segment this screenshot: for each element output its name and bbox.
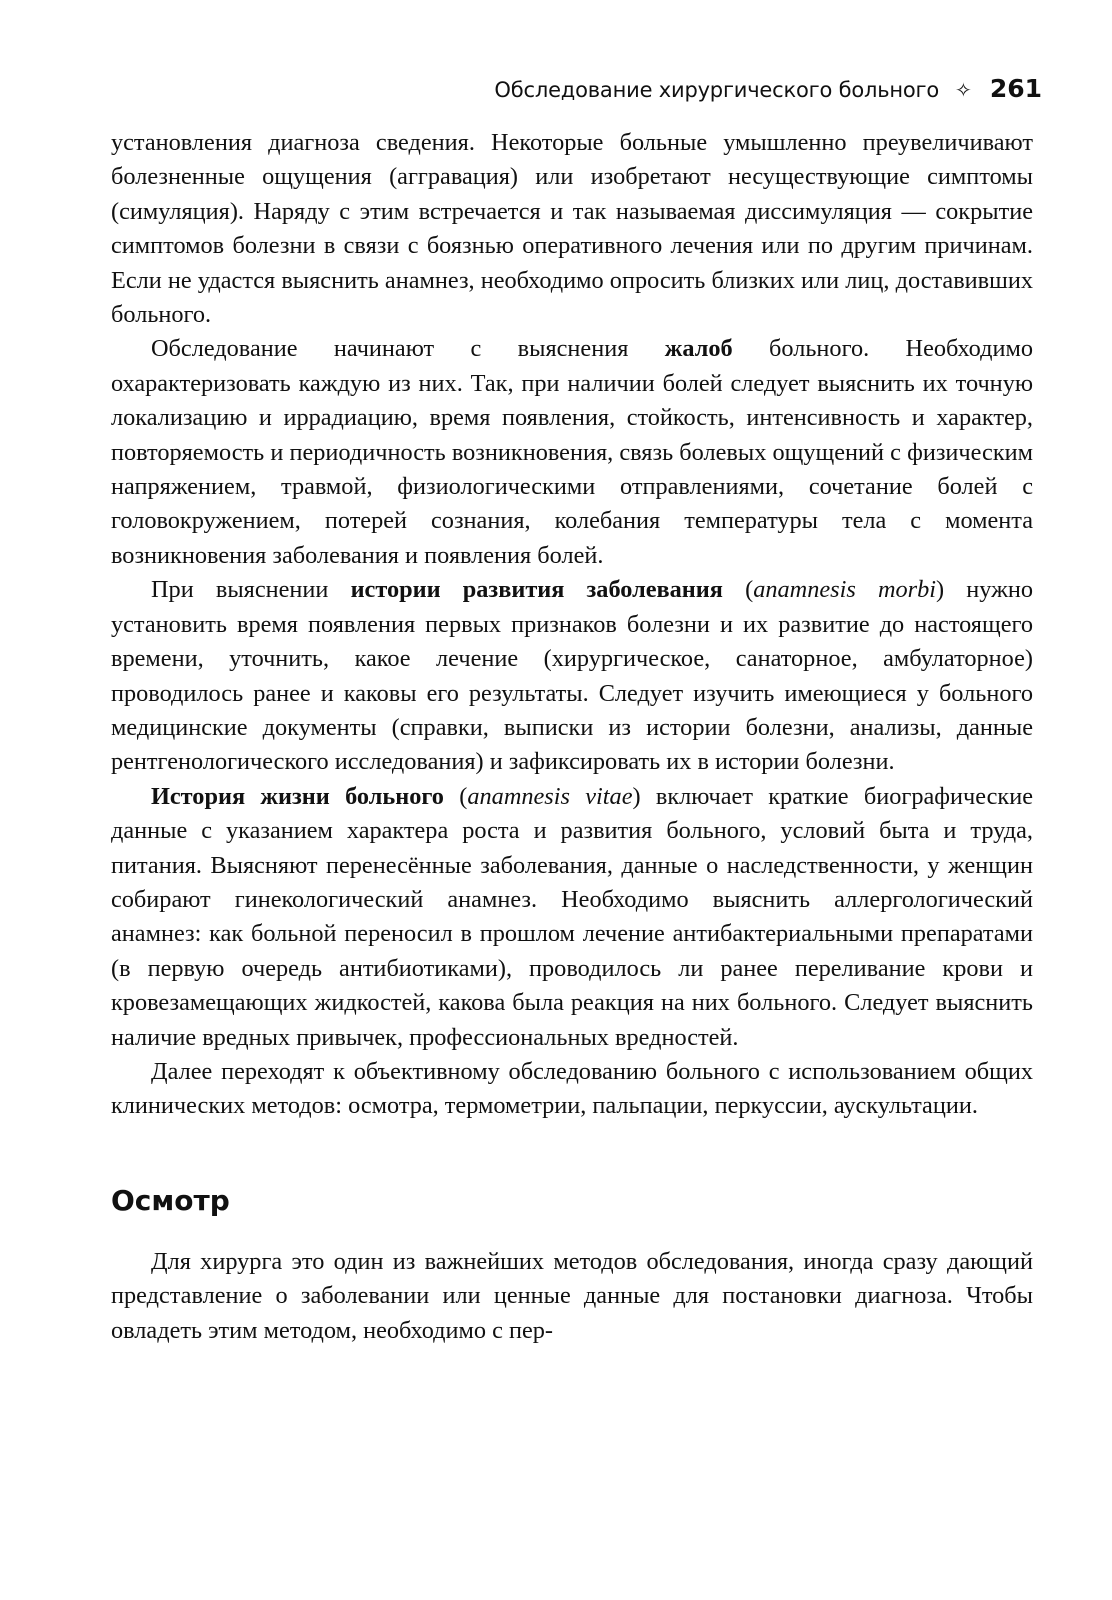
term-disease-history: истории развития заболевания <box>350 576 723 604</box>
text-run: ) нужно установить время появления первых признаков болезни и их развитие до настоящего времени, уточнить, какое лечение (хирургическое, санаторное, амбулаторное) проводилось ранее и каковы его результаты. Следует изучить имеющиеся у больного медицинские документы (справки, выписки из истории болезни, анализы, данные рентгенологического исследования) и зафиксировать их в истории болезни. <box>111 576 1034 776</box>
paragraph-anamnesis-vitae <box>111 780 1033 1055</box>
term-life-history: История жизни больного <box>151 782 444 810</box>
text-run: ( <box>722 576 754 604</box>
latin-term: anamnesis vitae <box>467 782 633 810</box>
text-run: При выяснении <box>151 576 351 604</box>
running-head <box>494 74 1042 103</box>
paragraph-anamnesis-morbi <box>111 573 1033 779</box>
section-heading: Осмотр <box>111 1184 230 1217</box>
running-head-title: Обследование хирургического больного <box>494 78 940 102</box>
latin-term: anamnesis morbi <box>753 576 936 604</box>
body-text <box>111 126 1033 1124</box>
page-number: 261 <box>989 74 1042 103</box>
paragraph-complaints <box>111 332 1033 573</box>
term-complaints: жалоб <box>664 335 733 363</box>
text-run: ) включает краткие биографические данные с указанием характера роста и развития больного, условий быта и труда, питания. Выясняют перенесённые заболевания, данные о наследственности, у женщин собирают гинекологический анамнез. Необходимо выяснить аллергологический анамнез: как больной переносил в прошлом лечение антибактериальными препаратами (в первую очередь антибиотиками), проводилось ли ранее переливание крови и кровезамещающих жидкостей, какова была реакция на них больного. Следует выяснить наличие вредных привычек, профессиональных вредностей. <box>111 782 1034 1051</box>
text-run: Обследование начинают с выяснения <box>151 335 665 363</box>
paragraph-objective-exam: Далее переходят к объективному обследованию больного с использованием общих клинических методов: осмотра, термометрии, пальпации, перкуссии, аускультации. <box>111 1057 1033 1120</box>
paragraph-inspection: Для хирурга это один из важнейших методов обследования, иногда сразу дающий представление о заболевании или ценные данные для постановки диагноза. Чтобы овладеть этим методом, необходимо с пер- <box>111 1248 1033 1344</box>
section-text <box>111 1245 1033 1348</box>
text-run: больного. Необходимо охарактеризовать каждую из них. Так, при наличии болей следует выяснить их точную локализацию и иррадиацию, время появления, стойкость, интенсивность и характер, повторяемость и периодичность возникновения, связь болевых ощущений с физическим напряжением, травмой, физиологическими отправлениями, сочетание болей с головокружением, потерей сознания, колебания температуры тела с момента возникновения заболевания и появления болей. <box>111 335 1033 569</box>
diamond-ornament-icon: ✧ <box>955 78 972 102</box>
text-run: ( <box>443 782 468 810</box>
paragraph-continuation: установления диагноза сведения. Некоторые больные умышленно преувеличивают болезненные ощущения (аггравация) или изобретают несуществующие симптомы (симуляция). Наряду с этим встречается и так называемая диссимуляция — сокрытие симптомов болезни в связи с боязнью оперативного лечения или по другим причинам. Если не удастся выяснить анамнез, необходимо опросить близких или лиц, доставивших больного. <box>111 129 1033 329</box>
